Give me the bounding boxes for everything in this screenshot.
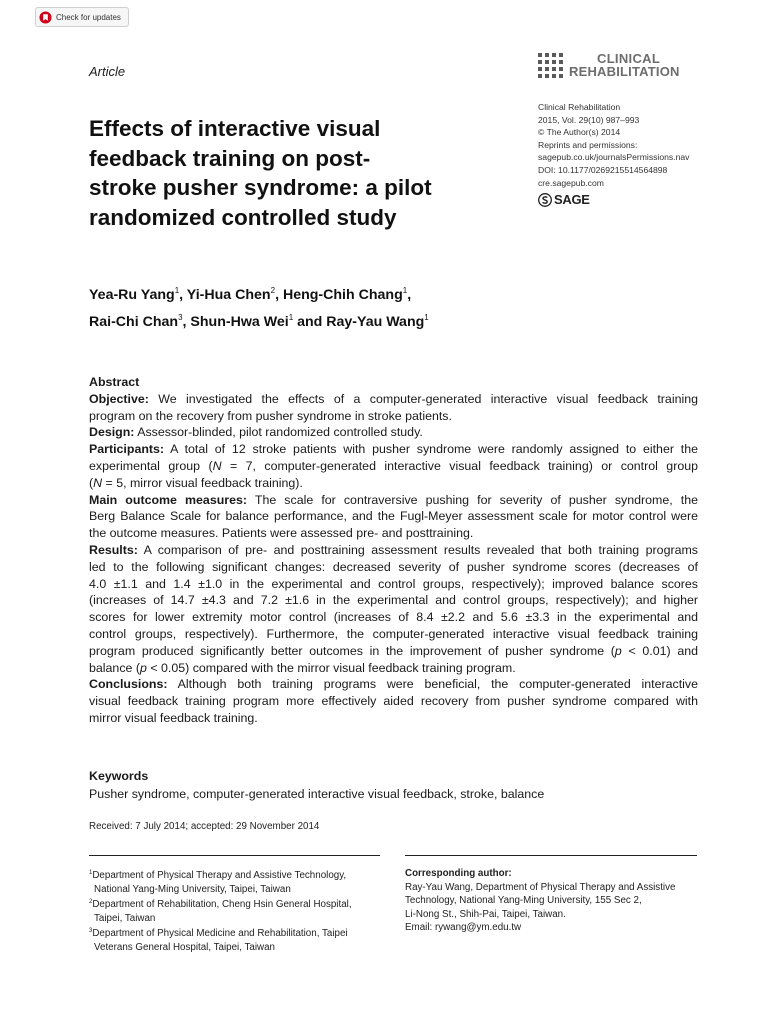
- author-name: Ray-Yau Wang: [326, 313, 425, 330]
- author-affiliation-mark: 1: [402, 286, 408, 295]
- abstract-line: visual feedback training program more effectively aided recovery from pusher syndrome compared with: [89, 694, 698, 709]
- conclusions-text: Although both training programs were beneficial, the computer-generated interactive: [167, 677, 698, 692]
- author-name: Shun-Hwa Wei: [190, 313, 289, 330]
- article-title: [89, 114, 489, 232]
- corresponding-line: Ray-Yau Wang, Department of Physical Therapy and Assistive: [405, 881, 676, 893]
- title-line: stroke pusher syndrome: a pilot: [89, 175, 432, 200]
- corresponding-line: Li-Nong St., Shih-Pai, Taipei, Taiwan.: [405, 908, 566, 920]
- abstract-line: 4.0 ±1.1 and 1.4 ±1.0 in the experimental and control groups, respectively); improved balance scores: [89, 576, 698, 591]
- abstract-line: [89, 542, 698, 559]
- keywords-heading: Keywords: [89, 769, 149, 783]
- article-type: Article: [89, 64, 126, 79]
- check-for-updates-badge[interactable]: [35, 7, 129, 27]
- abstract-line: [89, 441, 698, 458]
- title-line: Effects of interactive visual: [89, 116, 381, 141]
- objective-label: Objective:: [89, 391, 149, 406]
- abstract-line: [89, 475, 698, 492]
- affiliation-line: National Yang-Ming University, Taipei, Taiwan: [94, 883, 291, 895]
- abstract-line: [89, 424, 698, 441]
- author-line: [89, 307, 429, 334]
- affiliation-text: Department of Rehabilitation, Cheng Hsin General Hospital,: [92, 899, 352, 911]
- abstract-line: [89, 391, 698, 408]
- abstract-line: program on the recovery from pusher syndrome in stroke patients.: [89, 408, 452, 423]
- main-outcome-text: The scale for contraversive pushing for severity of pusher syndrome, the: [247, 492, 698, 507]
- reprints-label: Reprints and permissions:: [538, 139, 638, 150]
- design-label: Design:: [89, 425, 135, 440]
- participants-n: N: [93, 475, 103, 490]
- journal-name-line2: REHABILITATION: [569, 64, 680, 79]
- affiliations-divider: [89, 855, 380, 856]
- main-outcome-label: Main outcome measures:: [89, 492, 248, 507]
- author-separator: and: [293, 313, 327, 330]
- check-for-updates-label: Check for updates: [56, 12, 121, 22]
- corresponding-heading: Corresponding author:: [405, 868, 512, 879]
- received-dates: Received: 7 July 2014; accepted: 29 November 2014: [89, 821, 320, 832]
- author-separator: ,: [179, 287, 187, 303]
- journal-logo: [538, 52, 708, 82]
- permissions-link[interactable]: sagepub.co.uk/journalsPermissions.nav: [538, 152, 690, 163]
- author-list: [89, 280, 429, 333]
- title-line: feedback training on post-: [89, 145, 371, 171]
- abstract: [89, 374, 698, 727]
- abstract-heading: Abstract: [89, 375, 140, 389]
- doi-link[interactable]: DOI: 10.1177/0269215514564898: [538, 164, 668, 175]
- copyright: © The Author(s) 2014: [538, 127, 621, 138]
- affiliation-line: Veterans General Hospital, Taipei, Taiwan: [94, 941, 275, 953]
- abstract-line: control groups, respectively). Furthermore, the computer-generated interactive visual feedback training: [89, 626, 698, 641]
- author-affiliation-mark: 1: [288, 312, 294, 322]
- participants-text: (: [89, 475, 94, 490]
- author-separator: ,: [182, 313, 191, 330]
- results-text: < 0.05) compared with the mirror visual feedback training program.: [146, 660, 516, 675]
- journal-logo-icon: [538, 53, 564, 79]
- abstract-line: (increases of 14.7 ±4.3 and 7.2 ±1.6 in the experimental and control groups, respectively); and higher: [89, 593, 698, 608]
- affiliation-text: Department of Physical Therapy and Assistive Technology,: [92, 870, 347, 881]
- publisher-name: SAGE: [554, 192, 590, 207]
- abstract-line: [89, 643, 698, 660]
- design-text: Assessor-blinded, pilot randomized controlled study.: [134, 425, 423, 440]
- author-name: Yea-Ru Yang: [89, 287, 175, 303]
- affiliation-line: Taipei, Taiwan: [94, 912, 156, 924]
- affiliation-number: 2: [89, 899, 93, 906]
- journal-volume: 2015, Vol. 29(10) 987–993: [538, 114, 640, 125]
- author-affiliation-mark: 1: [424, 312, 429, 322]
- journal-title: Clinical Rehabilitation: [538, 102, 621, 112]
- participants-text: = 5, mirror visual feedback training).: [102, 475, 303, 490]
- bookmark-update-icon: [39, 11, 52, 24]
- author-affiliation-mark: 2: [270, 286, 276, 295]
- abstract-line: led to the following significant changes: decreased severity of pusher syndrome scores (decreases of: [89, 559, 698, 574]
- results-text: balance (: [89, 660, 140, 675]
- author-name: Heng-Chih Chang: [282, 287, 403, 303]
- journal-name-line1: CLINICAL: [597, 51, 661, 66]
- publisher-logo: [538, 192, 590, 207]
- results-label: Results:: [89, 542, 138, 557]
- affiliations: [89, 867, 352, 955]
- affiliation-text: Department of Physical Medicine and Rehabilitation, Taipei: [92, 928, 348, 940]
- corresponding-line: Technology, National Yang-Ming University, 155 Sec 2,: [405, 895, 642, 907]
- abstract-line: [89, 492, 698, 509]
- participants-text: A total of 12 stroke patients with pusher syndrome were randomly assigned to either the: [164, 442, 698, 457]
- results-text: A comparison of pre- and posttraining assessment results revealed that both training programs: [137, 542, 698, 557]
- participants-text: = 7, computer-generated interactive visual feedback training) or control group: [221, 458, 698, 473]
- sage-logo-icon: [538, 193, 552, 207]
- corresponding-author: [405, 867, 675, 935]
- journal-name: [569, 52, 680, 78]
- author-affiliation-mark: 1: [174, 286, 180, 295]
- affiliation-number: 1: [89, 870, 93, 876]
- author-separator: ,: [407, 287, 412, 303]
- affiliation-line: [89, 867, 352, 883]
- affiliation-line: [89, 925, 352, 941]
- author-line: [89, 280, 429, 307]
- abstract-line: [89, 458, 698, 475]
- author-affiliation-mark: 3: [178, 312, 183, 322]
- participants-label: Participants:: [89, 442, 165, 457]
- abstract-line: mirror visual feedback training.: [89, 710, 258, 725]
- participants-n: N: [212, 458, 222, 473]
- results-text: < 0.01) and: [621, 643, 699, 658]
- keywords-text: Pusher syndrome, computer-generated interactive visual feedback, stroke, balance: [89, 787, 545, 801]
- results-text: program produced significantly better outcomes in the improvement of pusher syndrome (: [89, 643, 615, 658]
- results-p: p: [139, 660, 147, 675]
- author-name: Rai-Chi Chan: [89, 313, 179, 330]
- title-line: randomized controlled study: [89, 204, 397, 230]
- author-name: Yi-Hua Chen: [186, 287, 271, 303]
- conclusions-label: Conclusions:: [89, 677, 168, 692]
- author-separator: ,: [275, 287, 283, 303]
- abstract-line: scores for lower extremity motor control (increases of 8.4 ±2.2 and 5.6 ±3.3 in the experimental and: [89, 610, 698, 625]
- participants-text: experimental group (: [89, 458, 213, 473]
- affiliation-line: [89, 896, 352, 912]
- affiliation-number: 3: [89, 928, 93, 935]
- abstract-line: the outcome measures. Patients were assessed pre- and posttraining.: [89, 526, 474, 541]
- objective-text: We investigated the effects of a computer-generated interactive visual feedback training: [148, 391, 698, 406]
- results-p: p: [614, 643, 622, 658]
- abstract-line: [89, 676, 698, 693]
- corresponding-divider: [405, 855, 697, 856]
- abstract-line: Berg Balance Scale for balance performance, and the Fugl-Meyer assessment scale for motor control were: [89, 509, 698, 524]
- journal-website-link[interactable]: cre.sagepub.com: [538, 177, 604, 188]
- corresponding-email[interactable]: Email: rywang@ym.edu.tw: [405, 922, 522, 934]
- abstract-line: [89, 660, 698, 677]
- journal-info: [538, 101, 689, 189]
